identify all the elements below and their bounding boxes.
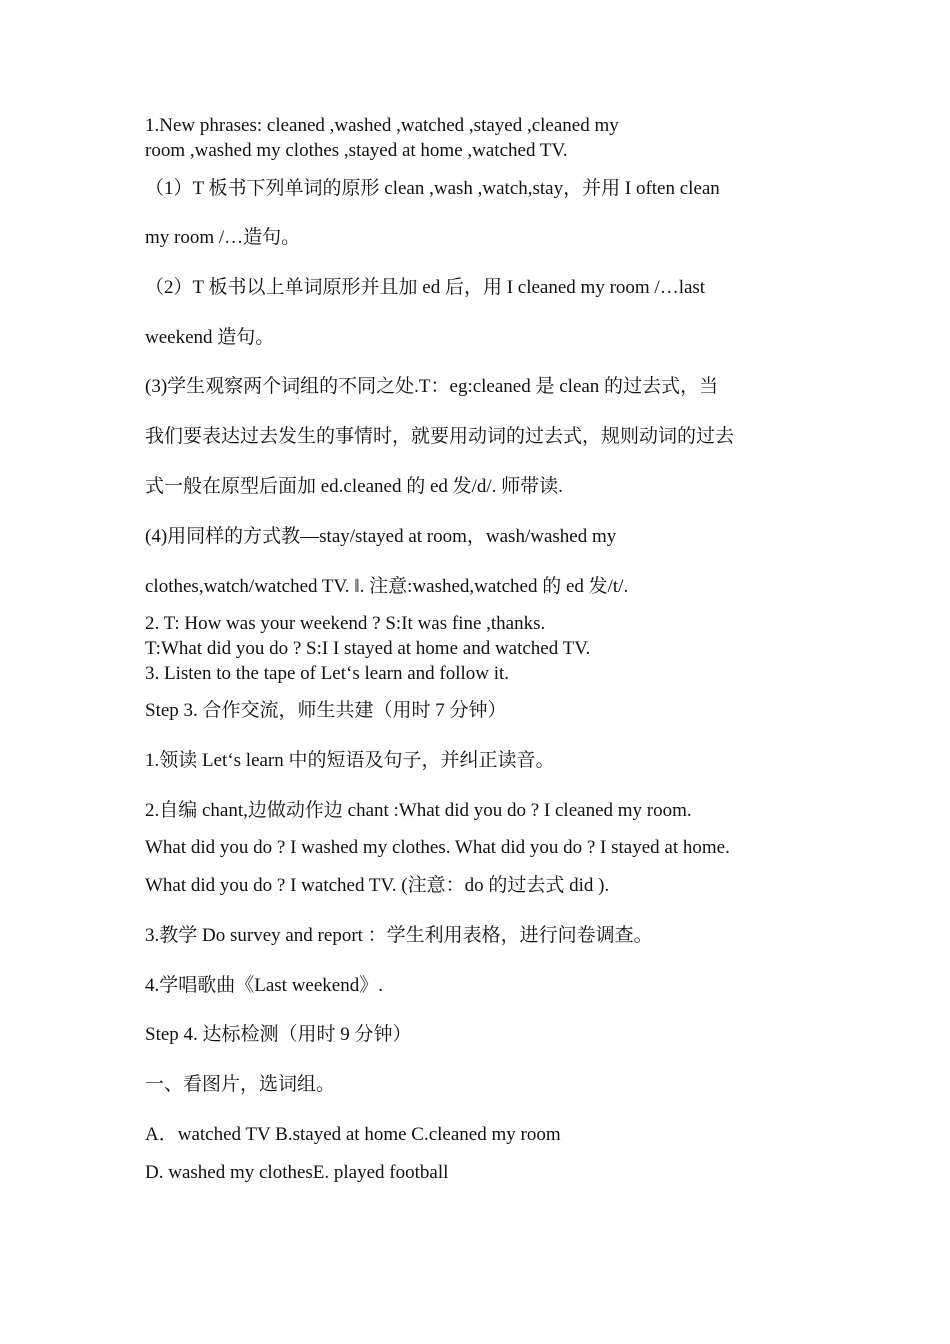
option-line-1: A．watched TV B.stayed at home C.cleaned my room — [145, 1124, 561, 1145]
text-line-11: clothes,watch/watched TV. ‖. 注意:washed,watched 的 ed 发/t/. — [145, 576, 629, 597]
text-line-8: 我们要表达过去发生的事情时，就要用动词的过去式，规则动词的过去 — [145, 426, 735, 447]
text-line-2: room ,washed my clothes ,stayed at home ,watched TV. — [145, 140, 568, 161]
text-line-16: 1.领读 Let‘s learn 中的短语及句子，并纠正读音。 — [145, 750, 555, 771]
exercise-heading: 一、看图片，选词组。 — [145, 1074, 336, 1095]
text-line-14: 3. Listen to the tape of Let‘s learn and follow it. — [145, 663, 510, 684]
text-line-19: What did you do ? I watched TV. (注意：do 的过去式 did ). — [145, 875, 610, 896]
text-line-18: What did you do ? I washed my clothes. What did you do ? I stayed at home. — [145, 837, 730, 858]
text-line-13: T:What did you do ? S:I I stayed at home and watched TV. — [145, 638, 591, 659]
text-line-10: (4)用同样的方式教—stay/stayed at room，wash/washed my — [145, 526, 617, 547]
text-line-1: 1.New phrases: cleaned ,washed ,watched ,stayed ,cleaned my — [145, 115, 619, 136]
text-line-3: （1）T 板书下列单词的原形 clean ,wash ,watch,stay，并用 I often clean — [145, 178, 720, 199]
text-line-9: 式一般在原型后面加 ed.cleaned 的 ed 发/d/. 师带读. — [145, 476, 563, 497]
text-line-7: (3)学生观察两个词组的不同之处.T：eg:cleaned 是 clean 的过去式，当 — [145, 376, 719, 397]
step4-heading: Step 4. 达标检测（用时 9 分钟） — [145, 1024, 412, 1045]
text-line-20: 3.教学 Do survey and report ：学生利用表格，进行问卷调查。 — [145, 925, 653, 946]
text-line-12: 2. T: How was your weekend ? S:It was fine ,thanks. — [145, 613, 546, 634]
text-line-17: 2.自编 chant,边做动作边 chant :What did you do ? I cleaned my room. — [145, 800, 692, 821]
step3-heading: Step 3. 合作交流，师生共建（用时 7 分钟） — [145, 700, 507, 721]
option-line-2: D. washed my clothesE. played football — [145, 1162, 449, 1183]
text-line-6: weekend 造句。 — [145, 327, 275, 348]
text-line-5: （2）T 板书以上单词原形并且加 ed 后，用 I cleaned my room /…last — [145, 277, 706, 298]
text-line-4: my room /…造句。 — [145, 227, 301, 248]
text-line-21: 4.学唱歌曲《Last weekend》. — [145, 975, 383, 996]
